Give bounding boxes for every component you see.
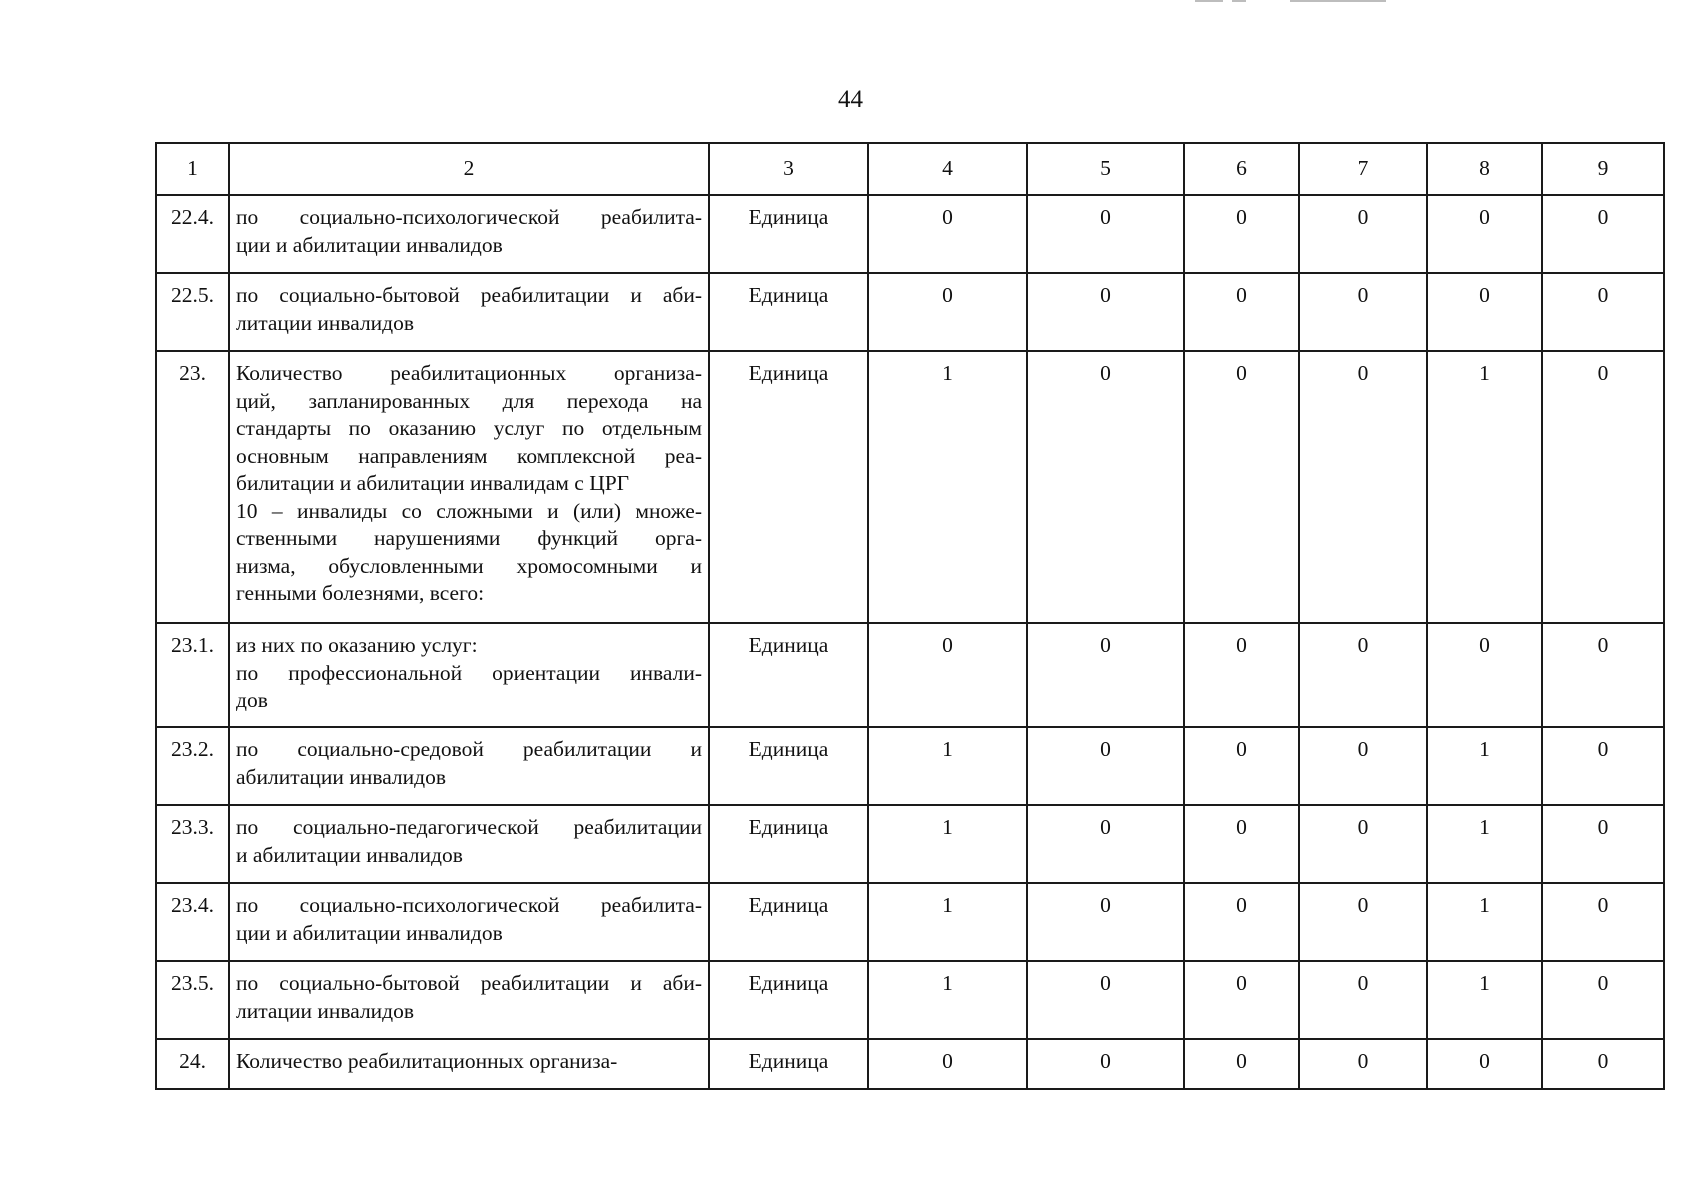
description-line: основным направлениям комплексной реа-	[236, 443, 702, 468]
row-value-col-9: 0	[1542, 623, 1664, 727]
column-number-cell: 4	[868, 143, 1027, 195]
data-table	[155, 142, 1665, 1090]
row-value-col-4: 0	[868, 1039, 1027, 1089]
row-unit: Единица	[709, 727, 868, 805]
row-unit: Единица	[709, 1039, 868, 1089]
row-value-col-9: 0	[1542, 1039, 1664, 1089]
table-row	[156, 805, 1664, 883]
row-value-col-6: 0	[1184, 805, 1299, 883]
row-unit: Единица	[709, 195, 868, 273]
description-line: по профессиональной ориентации инвали-	[236, 660, 702, 685]
description-line: ций, запланированных для перехода на	[236, 388, 702, 413]
row-value-col-6: 0	[1184, 961, 1299, 1039]
row-value-col-5: 0	[1027, 805, 1184, 883]
description-line: по социально-средовой реабилитации и	[236, 737, 702, 761]
row-number: 23.3.	[156, 805, 229, 883]
row-value-col-8: 0	[1427, 195, 1542, 273]
row-value-col-9: 0	[1542, 961, 1664, 1039]
row-number: 23.5.	[156, 961, 229, 1039]
description-line: по социально-педагогической реабилитации	[236, 815, 702, 839]
row-number: 22.4.	[156, 195, 229, 273]
row-description	[229, 805, 709, 883]
row-value-col-7: 0	[1299, 195, 1427, 273]
row-description	[229, 195, 709, 273]
row-value-col-7: 0	[1299, 273, 1427, 351]
page-number: 44	[838, 86, 863, 113]
table-row	[156, 195, 1664, 273]
row-value-col-6: 0	[1184, 273, 1299, 351]
row-value-col-9: 0	[1542, 351, 1664, 623]
row-value-col-7: 0	[1299, 727, 1427, 805]
row-unit: Единица	[709, 883, 868, 961]
description-line: дов	[236, 688, 268, 712]
description-line: по социально-бытовой реабилитации и аби-	[236, 283, 702, 307]
row-unit: Единица	[709, 805, 868, 883]
scan-artifact-mark	[1290, 0, 1386, 2]
row-value-col-9: 0	[1542, 727, 1664, 805]
description-line: и абилитации инвалидов	[236, 842, 463, 867]
row-value-col-6: 0	[1184, 727, 1299, 805]
description-line: стандарты по оказанию услуг по отдельным	[236, 416, 702, 440]
table-row	[156, 961, 1664, 1039]
description-line: ции и абилитации инвалидов	[236, 232, 503, 257]
description-line: по социально-психологической реабилита-	[236, 893, 702, 917]
scan-artifact-mark	[1232, 0, 1246, 2]
table-row	[156, 273, 1664, 351]
description-line: литации инвалидов	[236, 998, 415, 1023]
row-value-col-6: 0	[1184, 1039, 1299, 1089]
row-value-col-5: 0	[1027, 623, 1184, 727]
row-description	[229, 727, 709, 805]
description-line: абилитации инвалидов	[236, 764, 447, 789]
description-line: низма, обусловленными хромосомными и	[236, 553, 702, 578]
row-value-col-9: 0	[1542, 805, 1664, 883]
row-description	[229, 883, 709, 961]
description-line: по социально-психологической реабилита-	[236, 205, 702, 229]
row-value-col-9: 0	[1542, 273, 1664, 351]
column-number-cell: 3	[709, 143, 868, 195]
row-value-col-5: 0	[1027, 351, 1184, 623]
description-line: генными болезнями, всего:	[236, 581, 485, 605]
row-description	[229, 351, 709, 623]
column-number-cell: 8	[1427, 143, 1542, 195]
description-line: Количество реабилитационных организа-	[236, 1049, 618, 1073]
table-row	[156, 727, 1664, 805]
column-number-cell: 1	[156, 143, 229, 195]
row-value-col-4: 0	[868, 195, 1027, 273]
row-value-col-8: 1	[1427, 805, 1542, 883]
row-number: 22.5.	[156, 273, 229, 351]
row-value-col-6: 0	[1184, 623, 1299, 727]
column-number-row	[156, 143, 1664, 195]
description-line: ственными нарушениями функций орга-	[236, 526, 702, 550]
row-value-col-4: 0	[868, 273, 1027, 351]
row-value-col-8: 0	[1427, 623, 1542, 727]
row-description	[229, 273, 709, 351]
description-line: из них по оказанию услуг:	[236, 633, 478, 657]
row-value-col-6: 0	[1184, 883, 1299, 961]
row-value-col-6: 0	[1184, 351, 1299, 623]
row-value-col-5: 0	[1027, 195, 1184, 273]
row-value-col-8: 0	[1427, 1039, 1542, 1089]
row-value-col-5: 0	[1027, 883, 1184, 961]
row-description	[229, 961, 709, 1039]
row-unit: Единица	[709, 623, 868, 727]
column-number-cell: 6	[1184, 143, 1299, 195]
row-value-col-7: 0	[1299, 883, 1427, 961]
description-line: по социально-бытовой реабилитации и аби-	[236, 971, 702, 995]
row-value-col-4: 0	[868, 623, 1027, 727]
row-value-col-8: 1	[1427, 961, 1542, 1039]
column-number-cell: 9	[1542, 143, 1664, 195]
scan-artifact-mark	[1195, 0, 1223, 2]
row-unit: Единица	[709, 273, 868, 351]
row-value-col-8: 1	[1427, 727, 1542, 805]
row-value-col-8: 1	[1427, 351, 1542, 623]
column-number-cell: 5	[1027, 143, 1184, 195]
row-description	[229, 623, 709, 727]
row-value-col-4: 1	[868, 883, 1027, 961]
row-number: 23.	[156, 351, 229, 623]
table-row	[156, 883, 1664, 961]
row-value-col-7: 0	[1299, 623, 1427, 727]
description-line: билитации и абилитации инвалидам с ЦРГ	[236, 471, 630, 495]
row-value-col-4: 1	[868, 727, 1027, 805]
row-value-col-5: 0	[1027, 727, 1184, 805]
row-value-col-7: 0	[1299, 805, 1427, 883]
row-value-col-4: 1	[868, 351, 1027, 623]
column-number-cell: 7	[1299, 143, 1427, 195]
row-number: 23.2.	[156, 727, 229, 805]
row-value-col-6: 0	[1184, 195, 1299, 273]
row-unit: Единица	[709, 961, 868, 1039]
row-value-col-5: 0	[1027, 961, 1184, 1039]
description-line: Количество реабилитационных организа-	[236, 361, 702, 385]
row-value-col-8: 0	[1427, 273, 1542, 351]
row-value-col-4: 1	[868, 961, 1027, 1039]
row-value-col-7: 0	[1299, 351, 1427, 623]
table-row	[156, 1039, 1664, 1089]
row-value-col-7: 0	[1299, 1039, 1427, 1089]
description-line: ции и абилитации инвалидов	[236, 920, 503, 945]
row-value-col-9: 0	[1542, 195, 1664, 273]
row-value-col-5: 0	[1027, 273, 1184, 351]
row-value-col-8: 1	[1427, 883, 1542, 961]
description-line: литации инвалидов	[236, 310, 415, 335]
row-value-col-7: 0	[1299, 961, 1427, 1039]
row-value-col-4: 1	[868, 805, 1027, 883]
row-value-col-5: 0	[1027, 1039, 1184, 1089]
row-description	[229, 1039, 709, 1089]
row-unit: Единица	[709, 351, 868, 623]
description-line: 10 – инвалиды со сложными и (или) множе-	[236, 498, 702, 523]
table-row	[156, 623, 1664, 727]
table-row	[156, 351, 1664, 623]
row-number: 24.	[156, 1039, 229, 1089]
row-number: 23.1.	[156, 623, 229, 727]
row-value-col-9: 0	[1542, 883, 1664, 961]
column-number-cell: 2	[229, 143, 709, 195]
row-number: 23.4.	[156, 883, 229, 961]
